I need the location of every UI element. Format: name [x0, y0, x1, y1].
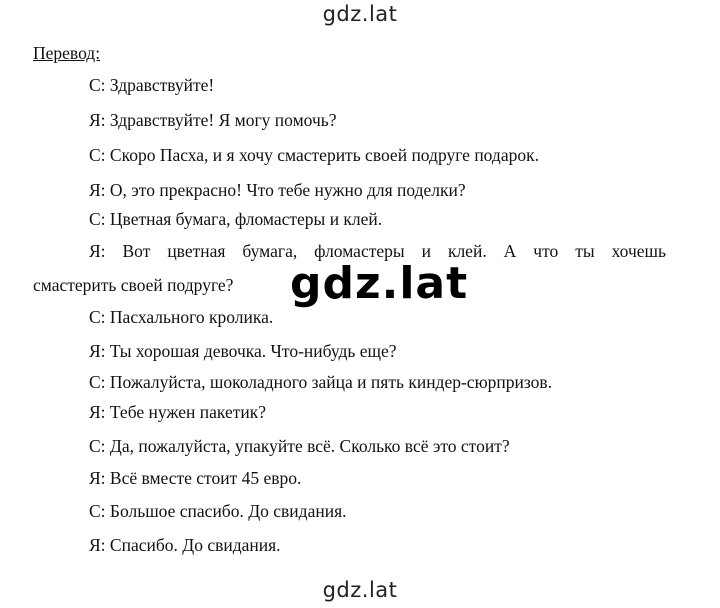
dialogue-line: С: Да, пожалуйста, упакуйте всё. Сколько всё это стоит?	[89, 436, 510, 456]
dialogue-line: С: Здравствуйте!	[89, 75, 215, 95]
watermark-bottom: gdz.lat	[322, 578, 398, 602]
dialogue-line: С: Скоро Пасха, и я хочу смастерить своей подруге подарок.	[89, 145, 539, 165]
dialogue-line: С: Цветная бумага, фломастеры и клей.	[89, 209, 383, 229]
heading-translation: Перевод:	[33, 43, 101, 63]
dialogue-line-continuation: смастерить своей подруге?	[33, 275, 234, 295]
watermark-top: gdz.lat	[322, 2, 398, 26]
dialogue-line: С: Большое спасибо. До свидания.	[89, 501, 347, 521]
dialogue-line: Я: Здравствуйте! Я могу помочь?	[89, 110, 337, 130]
dialogue-line: Я: О, это прекрасно! Что тебе нужно для поделки?	[89, 180, 466, 200]
dialogue-line-wrapped: Я: Вот цветная бумага, фломастеры и клей. А что ты хочешь	[89, 241, 666, 261]
dialogue-line: Я: Тебе нужен пакетик?	[89, 402, 267, 422]
dialogue-line: Я: Всё вместе стоит 45 евро.	[89, 468, 302, 488]
dialogue-line: Я: Спасибо. До свидания.	[89, 535, 281, 555]
dialogue-line: С: Пасхального кролика.	[89, 307, 274, 327]
dialogue-line: Я: Ты хорошая девочка. Что-нибудь еще?	[89, 341, 397, 361]
dialogue-line: С: Пожалуйста, шоколадного зайца и пять киндер-сюрпризов.	[89, 372, 553, 392]
watermark-center: gdz.lat	[290, 258, 469, 309]
